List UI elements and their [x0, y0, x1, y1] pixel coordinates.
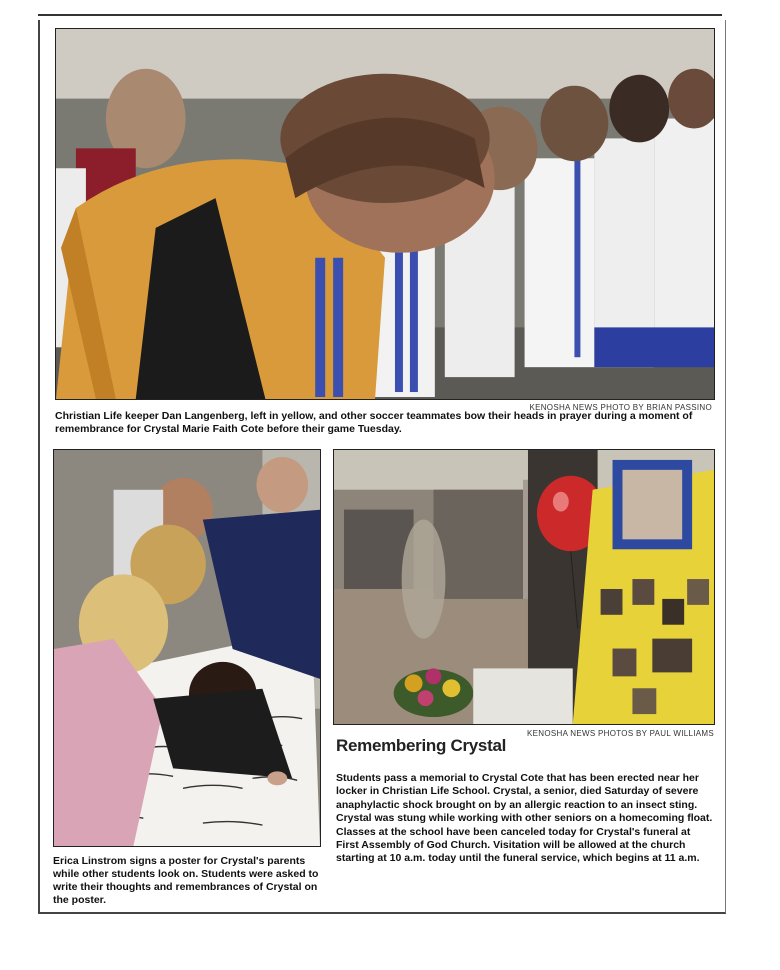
top-photo-credit: KENOSHA NEWS PHOTO BY BRIAN PASSINO — [529, 403, 712, 412]
memorial-photo — [333, 449, 715, 725]
poster-signing-photo — [53, 449, 321, 847]
top-photo-caption: Christian Life keeper Dan Langenberg, left in yellow, and other soccer teammates bow their heads in prayer during a moment of remembrance for Crystal Marie Faith Cote before their game Tuesday. — [55, 410, 693, 435]
right-photo-credit: KENOSHA NEWS PHOTOS BY PAUL WILLIAMS — [527, 729, 714, 738]
story-headline: Remembering Crystal — [336, 736, 507, 755]
left-photo-caption: Erica Linstrom signs a poster for Crystal's parents while other students look on. Students were asked to write their thoughts and remembrances of Crystal on the poster. — [53, 855, 319, 906]
soccer-team-photo — [55, 28, 715, 400]
story-body: Students pass a memorial to Crystal Cote that has been erected near her locker in Christian Life School. Crystal, a senior, died Saturday of severe anaphylactic shock brought on by an allergic reaction to an insect sting. Crystal was stung while working with other seniors on a homecoming float. Classes at the school have been canceled today for Crystal's funeral at First Assembly of God Church. Visitation will be allowed at the church starting at 10 a.m. today until the funeral service, which begins at 11 a.m. — [336, 772, 713, 865]
page-top-rule — [38, 14, 722, 16]
